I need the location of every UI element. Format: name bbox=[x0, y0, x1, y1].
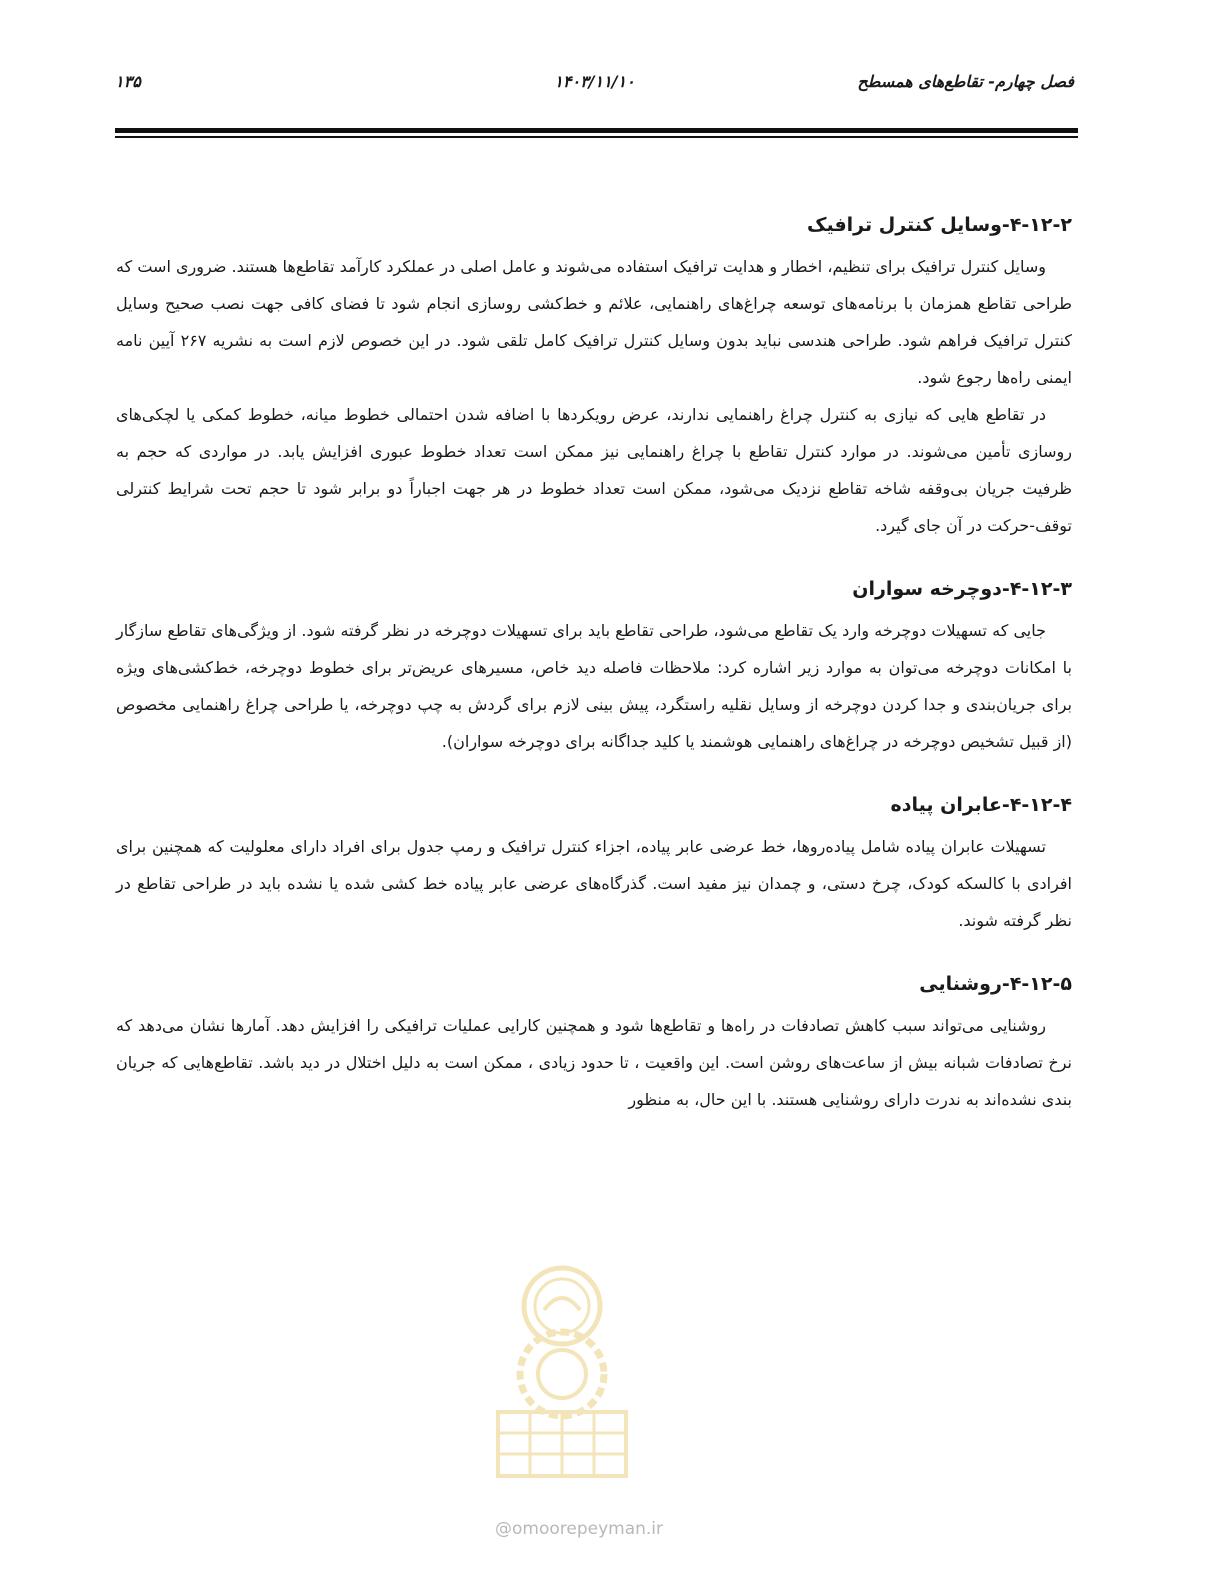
section-heading: ۴-۱۲-۴-عابران پیاده bbox=[890, 794, 1072, 816]
page-content bbox=[116, 212, 1072, 1118]
header-rule-thin bbox=[115, 136, 1078, 138]
page-header bbox=[115, 72, 1074, 102]
paragraph: جایی که تسهیلات دوچرخه وارد یک تقاطع می‌شود، طراحی تقاطع باید برای تسهیلات دوچرخه در نظر گرفته شود. از ویژگی‌های تقاطع سازگار با امکانات دوچرخه می‌توان به موارد زیر اشاره کرد: ملاحظات فاصله دید خاص، مسیرهای عریض‌تر برای خطوط دوچرخه، خط‌کشی‌های ویژه برای جریان‌بندی و جدا کردن دوچرخه از وسایل نقلیه راستگرد، پیش بینی لازم برای گردش به چپ دوچرخه، یا طراحی چراغ راهنمایی مخصوص (از قبیل تشخیص دوچرخه در چراغ‌های راهنمایی هوشمند یا کلید جداگانه برای دوچرخه سواران). bbox=[116, 621, 1072, 751]
section-traffic-control-devices bbox=[116, 212, 1072, 544]
section-pedestrians bbox=[116, 792, 1072, 939]
page-number: ۱۳۵ bbox=[115, 72, 141, 91]
section-lighting bbox=[116, 971, 1072, 1118]
paragraph: در تقاطع هایی که نیازی به کنترل چراغ راهنمایی ندارند، عرض رویکردها با اضافه شدن احتمالی خطوط میانه، خطوط کمکی یا لچکی‌های روسازی تأمین می‌شوند. در موارد کنترل تقاطع با چراغ راهنمایی نیز ممکن است تعداد خطوط عبوری افزایش یابد. در مواردی که حجم به ظرفیت جریان بی‌وقفه شاخه تقاطع نزدیک می‌شود، ممکن است تعداد خطوط در هر جهت اجباراً دو برابر شود تا حجم تحت شرایط کنترلی توقف-حرکت در آن جای گیرد. bbox=[116, 405, 1072, 535]
paragraph: تسهیلات عابران پیاده شامل پیاده‌روها، خط عرضی عابر پیاده، اجزاء کنترل ترافیک و رمپ جدول برای افراد دارای معلولیت که همچنین برای افرادی با کالسکه کودک، چرخ دستی، و چمدان نیز مفید است. گذرگاه‌های عرضی عابر پیاده خط کشی شده یا نشده باید در طراحی تقاطع در نظر گرفته شوند. bbox=[116, 837, 1072, 930]
seal-logo-icon bbox=[488, 1262, 636, 1482]
section-heading: ۴-۱۲-۲-وسایل کنترل ترافیک bbox=[807, 214, 1072, 236]
header-rule-thick bbox=[115, 128, 1078, 133]
paragraph: وسایل کنترل ترافیک برای تنظیم، اخطار و هدایت ترافیک استفاده می‌شوند و عامل اصلی در عملکرد کارآمد تقاطع‌ها هستند. ضروری است که طراحی تقاطع همزمان با برنامه‌های توسعه چراغ‌های راهنمایی، علائم و خط‌کشی روسازی انجام شود تا فضای کافی جهت نصب صحیح وسایل کنترل ترافیک فراهم شود. طراحی هندسی نباید بدون وسایل کنترل ترافیک کامل تلقی شود. در این خصوص لازم است به نشریه ۲۶۷ آیین نامه ایمنی راه‌ها رجوع شود. bbox=[116, 257, 1072, 387]
watermark-url: @omoorepeyman.ir bbox=[495, 1519, 664, 1539]
section-cyclists bbox=[116, 576, 1072, 760]
section-heading: ۴-۱۲-۳-دوچرخه سواران bbox=[852, 578, 1072, 600]
header-date: ۱۴۰۳/۱۱/۱۰ bbox=[554, 72, 635, 91]
chapter-title: فصل چهارم- تقاطع‌های همسطح bbox=[857, 72, 1074, 91]
section-heading: ۴-۱۲-۵-روشنایی bbox=[919, 973, 1072, 995]
paragraph: روشنایی می‌تواند سبب کاهش تصادفات در راه‌ها و تقاطع‌ها شود و همچنین کارایی عملیات ترافیکی را افزایش دهد. آمارها نشان می‌دهد که نرخ تصادفات شبانه بیش از ساعت‌های روشن است. این واقعیت ، تا حدود زیادی ، ممکن است به دلیل اختلال در دید باشد. تقاطع‌هایی که جریان بندی نشده‌اند به ندرت دارای روشنایی هستند. با این حال، به منظور bbox=[116, 1016, 1072, 1109]
